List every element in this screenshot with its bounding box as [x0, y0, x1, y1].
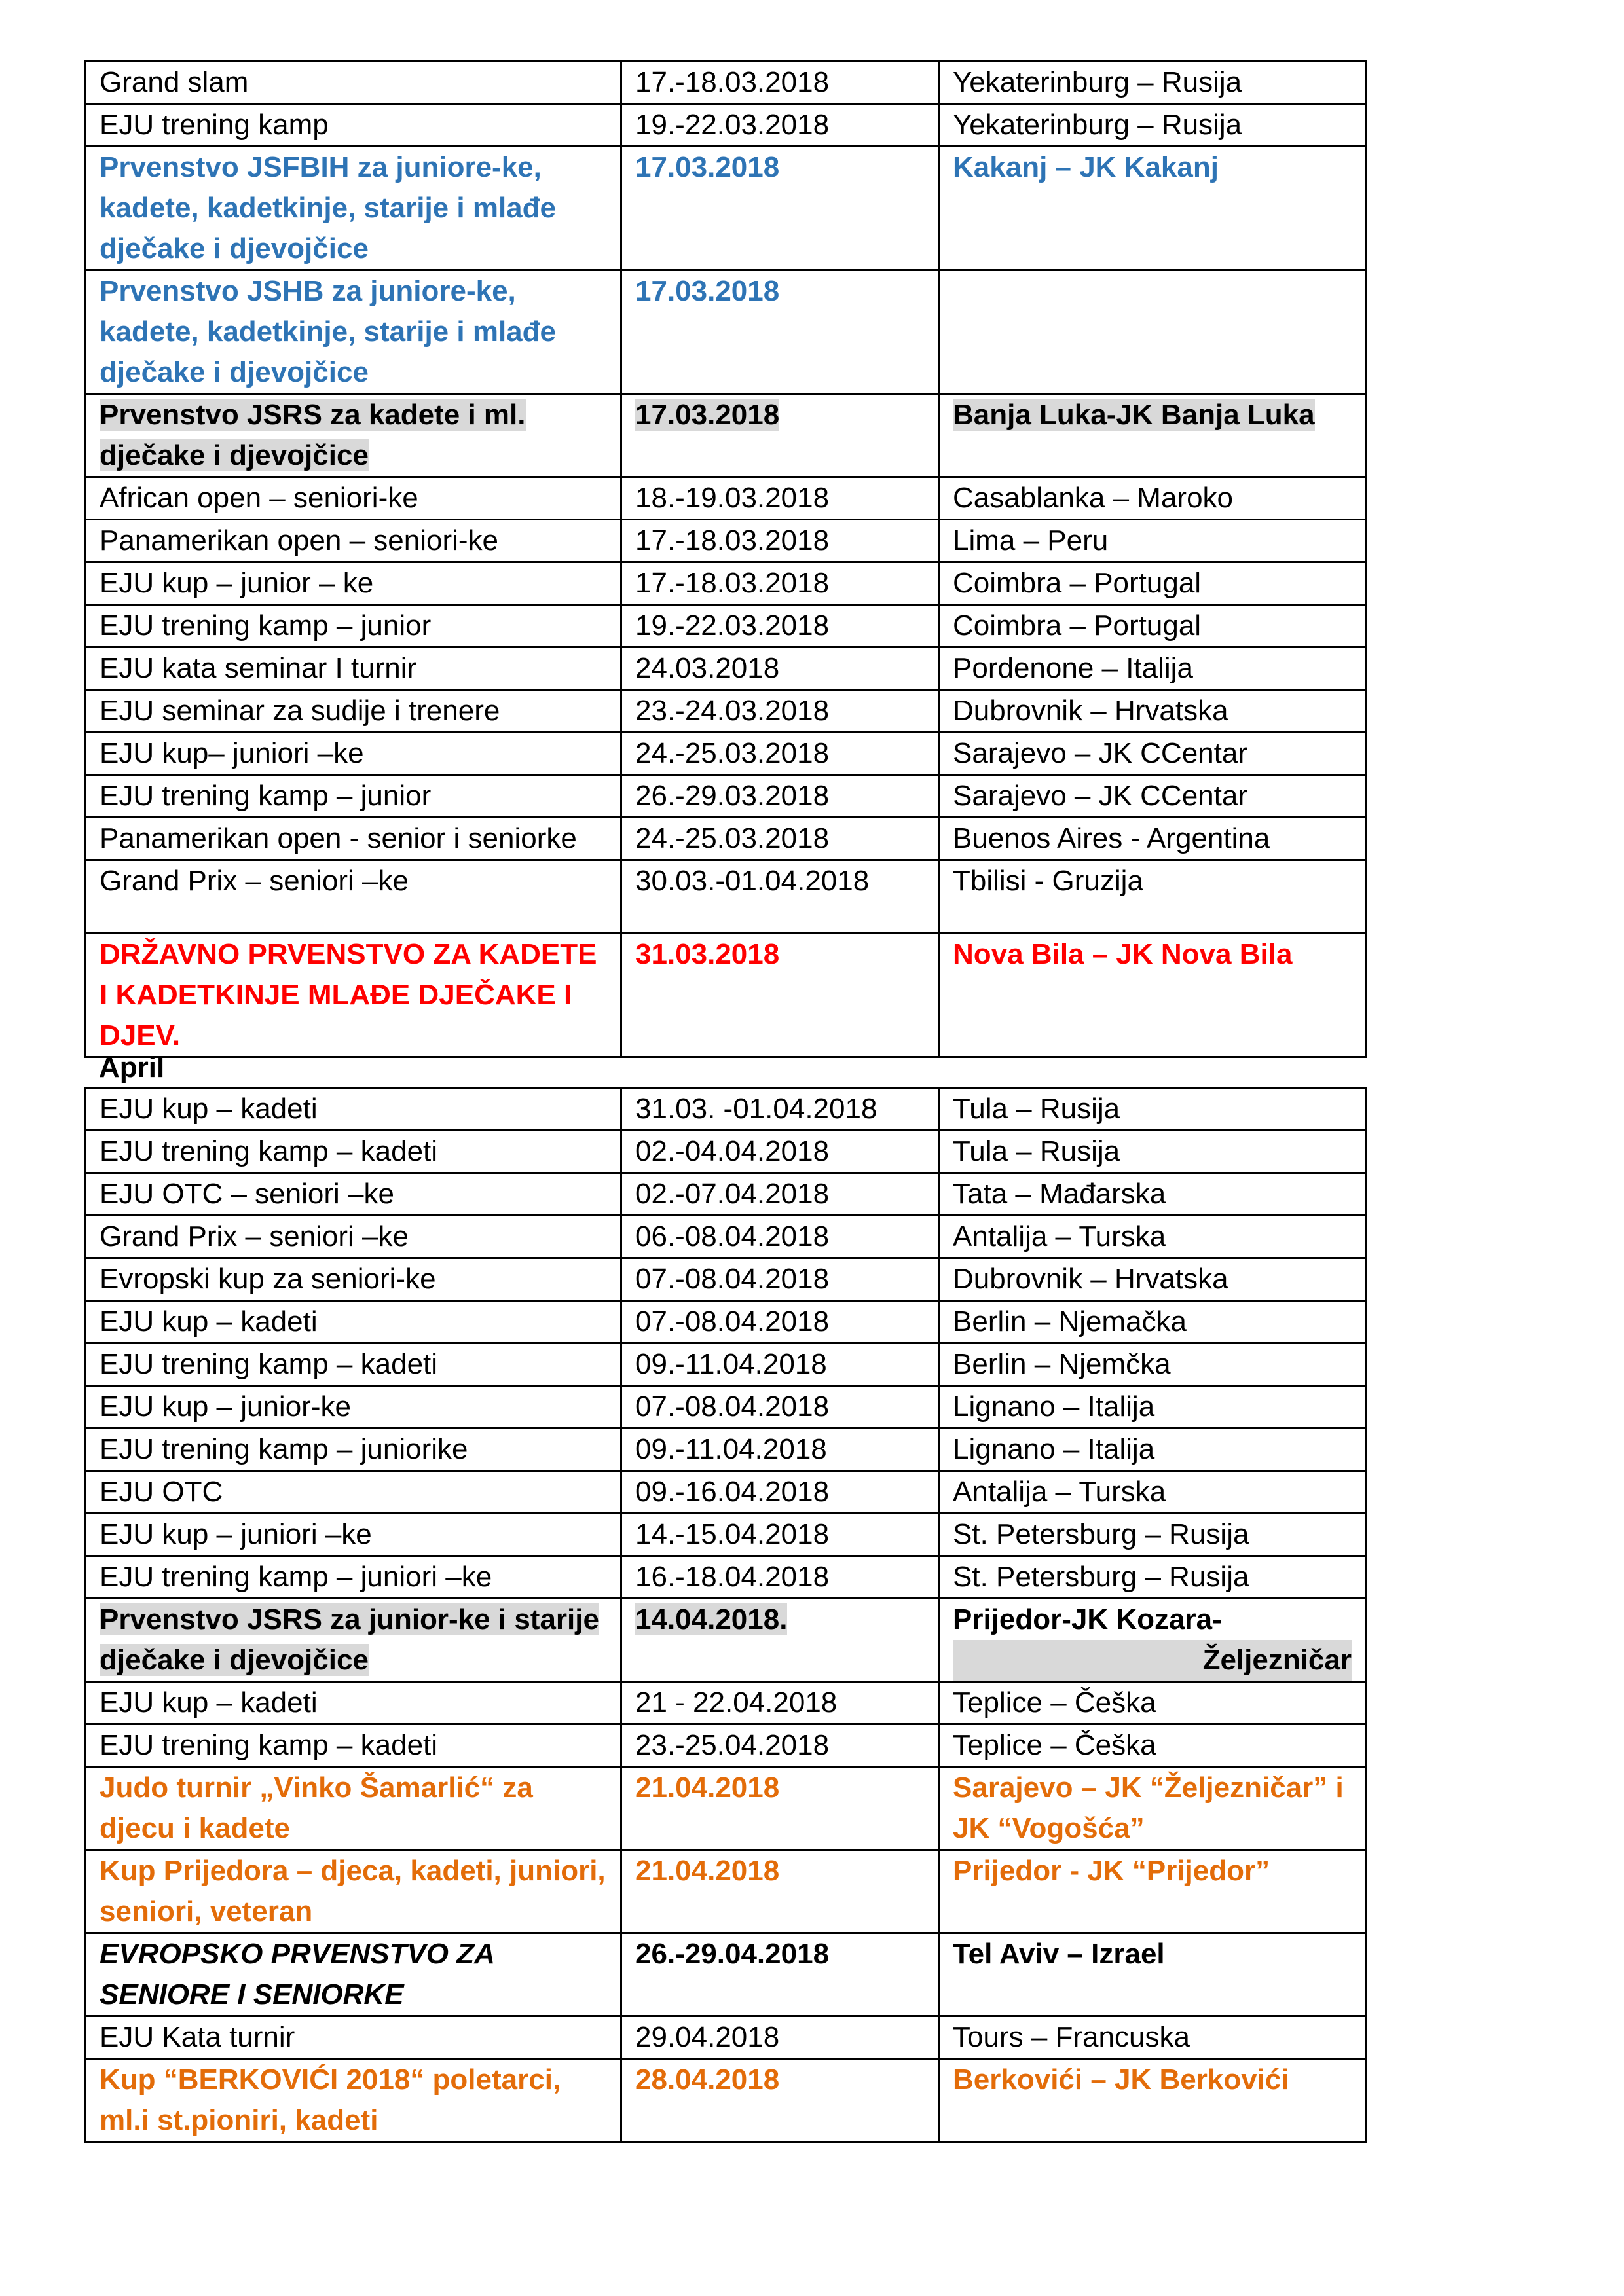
table-row — [86, 860, 1366, 934]
event-name: Grand Prix – seniori –ke — [86, 860, 621, 934]
highlighted-text: 14.04.2018. — [635, 1603, 788, 1635]
event-date: 14.-15.04.2018 — [621, 1514, 939, 1556]
april-heading: April — [99, 1051, 165, 1084]
event-date: 31.03. -01.04.2018 — [621, 1088, 939, 1131]
table-row — [86, 394, 1366, 477]
event-name: EJU trening kamp – kadeti — [86, 1724, 621, 1767]
event-name: EVROPSKO PRVENSTVO ZA SENIORE I SENIORKE — [86, 1933, 621, 2016]
event-name — [86, 1599, 621, 1682]
event-date: 02.-07.04.2018 — [621, 1173, 939, 1216]
table-row — [86, 1850, 1366, 1933]
table-row — [86, 1429, 1366, 1471]
event-name: EJU kup – kadeti — [86, 1301, 621, 1343]
event-name: EJU trening kamp – juniorike — [86, 1429, 621, 1471]
event-place: Sarajevo – JK “Željezničar” i JK “Vogošća” — [939, 1767, 1366, 1850]
event-name: Grand slam — [86, 62, 621, 104]
event-date: 24.-25.03.2018 — [621, 733, 939, 775]
table-row — [86, 477, 1366, 520]
table-row — [86, 1301, 1366, 1343]
table-row — [86, 1556, 1366, 1599]
table-row — [86, 104, 1366, 147]
event-place: Coimbra – Portugal — [939, 605, 1366, 647]
event-name: Judo turnir „Vinko Šamarlić“ za djecu i kadete — [86, 1767, 621, 1850]
table-row — [86, 647, 1366, 690]
event-place: Berlin – Njemačka — [939, 1301, 1366, 1343]
event-date: 21.04.2018 — [621, 1767, 939, 1850]
table-row — [86, 1386, 1366, 1429]
table-row — [86, 1258, 1366, 1301]
event-place: Tbilisi - Gruzija — [939, 860, 1366, 934]
event-name: EJU kup – juniori –ke — [86, 1514, 621, 1556]
event-place: Teplice – Češka — [939, 1682, 1366, 1724]
event-date: 23.-24.03.2018 — [621, 690, 939, 733]
event-name: EJU kata seminar I turnir — [86, 647, 621, 690]
table-row — [86, 733, 1366, 775]
april-schedule-table — [84, 1087, 1367, 2143]
event-place: Coimbra – Portugal — [939, 562, 1366, 605]
table-row — [86, 270, 1366, 394]
event-place: Tula – Rusija — [939, 1088, 1366, 1131]
event-date: 07.-08.04.2018 — [621, 1258, 939, 1301]
event-place: Tata – Mađarska — [939, 1173, 1366, 1216]
table-row — [86, 1767, 1366, 1850]
event-date: 31.03.2018 — [621, 934, 939, 1057]
event-place: Lignano – Italija — [939, 1386, 1366, 1429]
event-name: DRŽAVNO PRVENSTVO ZA KADETE I KADETKINJE MLAĐE DJEČAKE I DJEV. — [86, 934, 621, 1057]
event-date: 26.-29.03.2018 — [621, 775, 939, 818]
event-name: EJU kup – kadeti — [86, 1682, 621, 1724]
event-name: Prvenstvo JSHB za juniore-ke, kadete, kadetkinje, starije i mlađe dječake i djevojčice — [86, 270, 621, 394]
event-date: 24.03.2018 — [621, 647, 939, 690]
event-date: 23.-25.04.2018 — [621, 1724, 939, 1767]
table-row — [86, 1131, 1366, 1173]
event-place: Sarajevo – JK CCentar — [939, 733, 1366, 775]
event-name: EJU trening kamp – juniori –ke — [86, 1556, 621, 1599]
event-date: 28.04.2018 — [621, 2059, 939, 2142]
event-place: St. Petersburg – Rusija — [939, 1556, 1366, 1599]
event-name: Prvenstvo JSFBIH za juniore-ke, kadete, kadetkinje, starije i mlađe dječake i djevojčice — [86, 147, 621, 270]
event-place: Yekaterinburg – Rusija — [939, 62, 1366, 104]
event-place — [939, 394, 1366, 477]
event-place: Dubrovnik – Hrvatska — [939, 1258, 1366, 1301]
table-row — [86, 1216, 1366, 1258]
event-place: Casablanka – Maroko — [939, 477, 1366, 520]
highlighted-text: Prvenstvo JSRS za junior-ke i starije dječake i djevojčice — [100, 1603, 599, 1676]
event-place: Lima – Peru — [939, 520, 1366, 562]
event-name: EJU OTC – seniori –ke — [86, 1173, 621, 1216]
table-row — [86, 1933, 1366, 2016]
event-place — [939, 270, 1366, 394]
highlighted-text: 17.03.2018 — [635, 399, 780, 431]
event-date: 19.-22.03.2018 — [621, 605, 939, 647]
table-row — [86, 934, 1366, 1057]
table-row — [86, 775, 1366, 818]
event-name: EJU trening kamp – kadeti — [86, 1131, 621, 1173]
event-name: EJU trening kamp – junior — [86, 605, 621, 647]
table-row — [86, 2059, 1366, 2142]
event-name: EJU kup – kadeti — [86, 1088, 621, 1131]
event-place: Sarajevo – JK CCentar — [939, 775, 1366, 818]
event-place: St. Petersburg – Rusija — [939, 1514, 1366, 1556]
table-row — [86, 147, 1366, 270]
event-name: EJU kup– juniori –ke — [86, 733, 621, 775]
event-name: EJU trening kamp — [86, 104, 621, 147]
event-name: Kup “BERKOVIĆI 2018“ poletarci, ml.i st.pioniri, kadeti — [86, 2059, 621, 2142]
event-date: 21.04.2018 — [621, 1850, 939, 1933]
event-place: Antalija – Turska — [939, 1471, 1366, 1514]
table-row — [86, 520, 1366, 562]
table-row — [86, 562, 1366, 605]
event-place: Kakanj – JK Kakanj — [939, 147, 1366, 270]
table-row — [86, 818, 1366, 860]
event-date: 30.03.-01.04.2018 — [621, 860, 939, 934]
event-date: 07.-08.04.2018 — [621, 1301, 939, 1343]
event-place: Lignano – Italija — [939, 1429, 1366, 1471]
event-date: 16.-18.04.2018 — [621, 1556, 939, 1599]
table-row — [86, 1724, 1366, 1767]
event-date: 02.-04.04.2018 — [621, 1131, 939, 1173]
event-place: Nova Bila – JK Nova Bila — [939, 934, 1366, 1057]
event-date: 17.03.2018 — [621, 147, 939, 270]
event-name: Grand Prix – seniori –ke — [86, 1216, 621, 1258]
event-name: EJU trening kamp – junior — [86, 775, 621, 818]
event-place: Buenos Aires - Argentina — [939, 818, 1366, 860]
event-name: Evropski kup za seniori-ke — [86, 1258, 621, 1301]
event-place: Dubrovnik – Hrvatska — [939, 690, 1366, 733]
event-place: Tula – Rusija — [939, 1131, 1366, 1173]
event-date: 17.-18.03.2018 — [621, 520, 939, 562]
event-date: 09.-16.04.2018 — [621, 1471, 939, 1514]
table-row — [86, 1088, 1366, 1131]
event-date: 09.-11.04.2018 — [621, 1429, 939, 1471]
event-date: 09.-11.04.2018 — [621, 1343, 939, 1386]
table-row — [86, 1514, 1366, 1556]
event-date: 18.-19.03.2018 — [621, 477, 939, 520]
table-row — [86, 690, 1366, 733]
event-date: 17.-18.03.2018 — [621, 62, 939, 104]
event-name: EJU kup – junior-ke — [86, 1386, 621, 1429]
event-name — [86, 394, 621, 477]
event-place: Berkovići – JK Berkovići — [939, 2059, 1366, 2142]
event-name: EJU trening kamp – kadeti — [86, 1343, 621, 1386]
highlighted-text: Banja Luka-JK Banja Luka — [953, 399, 1315, 431]
event-date: 21 - 22.04.2018 — [621, 1682, 939, 1724]
event-place — [939, 1599, 1366, 1682]
table-row — [86, 1471, 1366, 1514]
table-row — [86, 1173, 1366, 1216]
event-date: 17.-18.03.2018 — [621, 562, 939, 605]
event-name: Panamerikan open – seniori-ke — [86, 520, 621, 562]
highlighted-text: Prijedor-JK Kozara- — [953, 1603, 1222, 1635]
table-row — [86, 1682, 1366, 1724]
event-place: Berlin – Njemčka — [939, 1343, 1366, 1386]
table-row — [86, 1343, 1366, 1386]
event-date: 19.-22.03.2018 — [621, 104, 939, 147]
event-place: Pordenone – Italija — [939, 647, 1366, 690]
event-place: Teplice – Češka — [939, 1724, 1366, 1767]
table-row — [86, 1599, 1366, 1682]
event-place: Prijedor - JK “Prijedor” — [939, 1850, 1366, 1933]
event-name: Kup Prijedora – djeca, kadeti, juniori, seniori, veteran — [86, 1850, 621, 1933]
event-date: 07.-08.04.2018 — [621, 1386, 939, 1429]
event-name: Panamerikan open - senior i seniorke — [86, 818, 621, 860]
highlighted-text: Željezničar — [953, 1640, 1352, 1681]
event-name: EJU Kata turnir — [86, 2016, 621, 2059]
march-schedule-table — [84, 60, 1367, 1058]
event-date: 26.-29.04.2018 — [621, 1933, 939, 2016]
event-place: Tel Aviv – Izrael — [939, 1933, 1366, 2016]
event-date — [621, 1599, 939, 1682]
event-date: 24.-25.03.2018 — [621, 818, 939, 860]
event-date — [621, 394, 939, 477]
event-name: EJU seminar za sudije i trenere — [86, 690, 621, 733]
event-place: Antalija – Turska — [939, 1216, 1366, 1258]
event-date: 17.03.2018 — [621, 270, 939, 394]
event-place: Tours – Francuska — [939, 2016, 1366, 2059]
table-row — [86, 62, 1366, 104]
event-place: Yekaterinburg – Rusija — [939, 104, 1366, 147]
event-name: African open – seniori-ke — [86, 477, 621, 520]
table-row — [86, 605, 1366, 647]
event-name: EJU kup – junior – ke — [86, 562, 621, 605]
table-row — [86, 2016, 1366, 2059]
event-date: 29.04.2018 — [621, 2016, 939, 2059]
event-name: EJU OTC — [86, 1471, 621, 1514]
event-date: 06.-08.04.2018 — [621, 1216, 939, 1258]
highlighted-text: Prvenstvo JSRS za kadete i ml. dječake i djevojčice — [100, 399, 526, 471]
